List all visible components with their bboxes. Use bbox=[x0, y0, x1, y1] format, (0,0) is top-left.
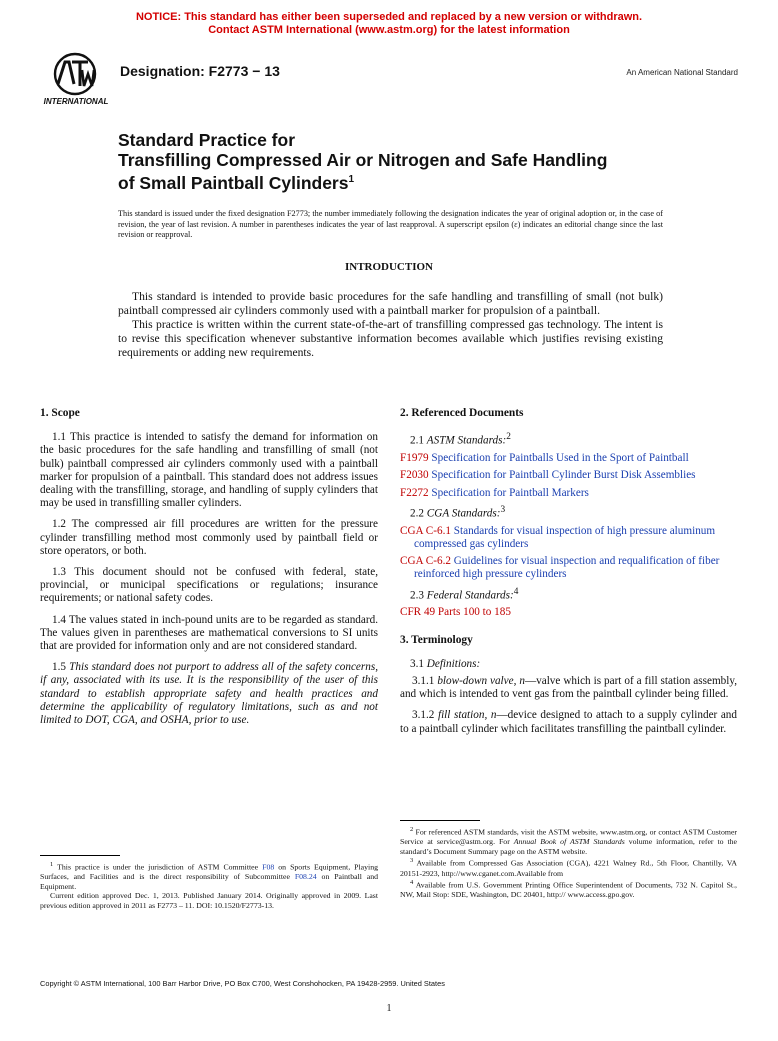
astm-logo bbox=[38, 50, 112, 108]
american-national-standard: An American National Standard bbox=[626, 68, 738, 77]
footnote-4: $^4$ Available from U.S. Government Printing Office Superintendent of Documents, 732 N. Capitol St., NW, Mail Stop: SDE, Washington, DC 20401, http:// www.access.gpo.gov. bbox=[400, 879, 737, 900]
link-f08-24[interactable]: F08.24 bbox=[294, 872, 317, 882]
left-column bbox=[40, 407, 378, 735]
astm-standards-label: 2.1 ASTM Standards:$^2$ bbox=[410, 432, 511, 447]
scope-1-2: 1.2 The compressed air fill procedures are written for the pressure cylinder transfilling method most commonly used by paintball field or store operators, or both. bbox=[40, 518, 378, 557]
designation: Designation: F2773 − 13 bbox=[120, 63, 280, 79]
ref-cfr-49[interactable]: CFR 49 Parts 100 to 185 bbox=[400, 606, 511, 619]
astm-logo-icon bbox=[38, 50, 112, 108]
intro-paragraph-2: This practice is written within the current state-of-the-art of transfilling compressed gas technology. The intent is to revise this specification whenever substantive information becomes available which justifies revising existing requirements or adding new requirements. bbox=[118, 318, 663, 359]
introduction-body bbox=[118, 290, 663, 360]
footnotes-right bbox=[400, 820, 737, 900]
footnote-1: $^1$ This practice is under the jurisdiction of ASTM Committee F08 on Sports Equipment, Playing Surfaces, and Facilities and is the direct responsibility of Subcommittee F08.24 on Paintball and Equipment. bbox=[40, 861, 379, 891]
footnote-rule-right bbox=[400, 820, 480, 821]
ref-f2272[interactable]: F2272 Specification for Paintball Markers bbox=[400, 486, 589, 499]
footnote-edition: Current edition approved Dec. 1, 2013. Published January 2014. Originally approved in 2009. Last previous edition approved in 2011 as F2773 – 11. DOI: 10.1520/F2773-13. bbox=[40, 891, 378, 910]
ref-cga-c61[interactable]: CGA C-6.1 Standards for visual inspection of high pressure aluminum compressed gas cylinders bbox=[400, 524, 716, 550]
right-column bbox=[400, 407, 737, 744]
ref-f1979[interactable]: F1979 Specification for Paintballs Used in the Sport of Paintball bbox=[400, 452, 689, 465]
scope-1-4: 1.4 The values stated in inch-pound units are to be regarded as standard. The values given in parentheses are mathematical conversions to SI units that are provided for information only and are not considered standard. bbox=[40, 613, 378, 653]
scope-1-3: 1.3 This document should not be confused with federal, state, provincial, or municipal specifications or regulations; insurance requirements; or national safety codes. bbox=[40, 566, 378, 605]
copyright: Copyright © ASTM International, 100 Barr Harbor Drive, PO Box C700, West Conshohocken, PA 19428-2959. United States bbox=[40, 979, 445, 988]
scope-heading: 1. Scope bbox=[40, 407, 80, 419]
ref-f2030[interactable]: F2030 Specification for Paintball Cylinder Burst Disk Assemblies bbox=[400, 469, 696, 482]
cga-standards-label: 2.2 CGA Standards:$^3$ bbox=[410, 504, 506, 520]
link-f08[interactable]: F08 bbox=[262, 862, 275, 872]
referenced-documents-heading: 2. Referenced Documents bbox=[400, 407, 524, 419]
ref-cga-c62[interactable]: CGA C-6.2 Guidelines for visual inspection and requalification of fiber reinforced high pressure cylinders bbox=[400, 555, 720, 581]
document-title bbox=[118, 130, 678, 193]
federal-standards-label: 2.3 Federal Standards:$^4$ bbox=[410, 586, 519, 602]
notice-line-2: Contact ASTM International (www.astm.org) for the latest information bbox=[208, 24, 570, 36]
title-line-1: Standard Practice for bbox=[118, 130, 295, 150]
definitions-label: 3.1 Definitions: bbox=[410, 657, 481, 670]
title-line-3: of Small Paintball Cylinders$^1$ bbox=[118, 172, 355, 193]
footnote-2: $^2$ For referenced ASTM standards, visit the ASTM website, www.astm.org, or contact ASTM Customer Service at service@astm.org. For Annual Book of ASTM Standards volume information, refer to the standard’s Document Summary page on the ASTM website. bbox=[400, 826, 738, 856]
issuance-note: This standard is issued under the fixed designation F2773; the number immediately following the designation indicates the year of original adoption or, in the case of revision, the year of last revision. A number in parentheses indicates the year of last reapproval. A superscript epsilon (ε) indicates an editorial change since the last revision or reapproval. bbox=[118, 209, 663, 239]
withdrawal-notice bbox=[0, 11, 778, 37]
terminology-heading: 3. Terminology bbox=[400, 633, 473, 646]
page-number: 1 bbox=[386, 1003, 392, 1014]
footnote-rule-left bbox=[40, 855, 120, 856]
svg-text:INTERNATIONAL: INTERNATIONAL bbox=[43, 97, 109, 106]
footnote-3: $^3$ Available from Compressed Gas Association (CGA), 4221 Walney Rd., 5th Floor, Chantilly, VA 20151-2923, http://www.cganet.com.Available from bbox=[400, 857, 737, 878]
term-fill-station: 3.1.2 fill station, n—device designed to attach to a supply cylinder and to a paintball cylinder which facilitates transfilling the paintball cylinder. bbox=[400, 709, 737, 735]
introduction-heading: INTRODUCTION bbox=[344, 261, 433, 273]
title-footnote-ref[interactable]: 1 bbox=[348, 174, 355, 185]
scope-1-1: 1.1 This practice is intended to satisfy the demand for information on the basic procedures for the safe handling and transfilling of small (not bulk) paintball compressed air cylinders commonly used with a paintball marker for propulsion of a paintball. This standard does not address issues dealing with the transfilling, storage, and handling of supply cylinders that may be used in transfilling smaller cylinders. bbox=[40, 431, 378, 510]
scope-1-5: 1.5 This standard does not purport to address all of the safety concerns, if any, associated with its use. It is the responsibility of the user of this standard to establish appropriate safety and health practices and determine the applicability of regulatory limitations, such as and not limited to DOT, CGA, and OSHA, prior to use. bbox=[40, 661, 378, 727]
intro-paragraph-1: This standard is intended to provide basic procedures for the safe handling and transfilling of small (not bulk) paintball compressed air cylinders commonly used with a paintball marker for propulsion of a paintball. bbox=[118, 290, 663, 317]
footnotes-left bbox=[40, 855, 378, 911]
term-blow-down-valve: 3.1.1 blow-down valve, n—valve which is part of a fill station assembly, and which is intended to vent gas from the paintball cylinder being filled. bbox=[400, 675, 738, 701]
title-line-2: Transfilling Compressed Air or Nitrogen and Safe Handling bbox=[118, 150, 608, 170]
notice-line-1: NOTICE: This standard has either been superseded and replaced by a new version or withdrawn. bbox=[135, 11, 643, 23]
